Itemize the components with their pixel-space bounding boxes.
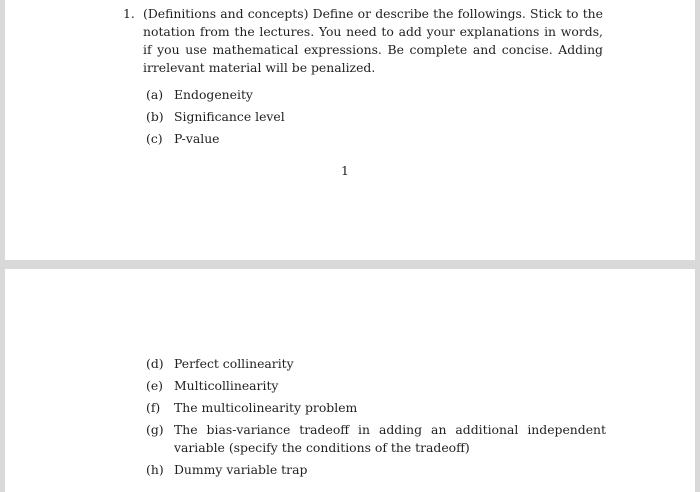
list-item <box>146 130 606 148</box>
item-text: The multicolinearity problem <box>174 400 358 415</box>
list-item <box>146 377 606 395</box>
list-item <box>146 86 606 104</box>
item-text: Multicollinearity <box>174 378 279 393</box>
item-text: P-value <box>174 131 220 146</box>
item-label: (h) <box>146 462 164 477</box>
item-text: Endogeneity <box>174 87 253 102</box>
item-text: Perfect collinearity <box>174 356 294 371</box>
list-item <box>146 461 606 479</box>
list-item <box>146 108 606 126</box>
question-instructions: (Definitions and concepts) Define or describe the followings. Stick to the notation from the lectures. You need to add your explanations in words, if you use mathematical expressions. Be complete and concise. Adding irrelevant material will be penalized. <box>143 6 603 75</box>
definition-list-page-2 <box>146 355 606 483</box>
item-text: Dummy variable trap <box>174 462 308 477</box>
item-label: (a) <box>146 87 164 102</box>
list-item <box>146 399 606 417</box>
list-item <box>146 421 606 457</box>
item-label: (c) <box>146 131 163 146</box>
item-label: (f) <box>146 400 161 415</box>
question-1 <box>123 5 603 77</box>
item-label: (g) <box>146 422 164 437</box>
document-page-1 <box>5 0 695 260</box>
item-label: (b) <box>146 109 164 124</box>
item-label: (d) <box>146 356 164 371</box>
definition-list-page-1 <box>146 86 606 152</box>
document-page-2 <box>5 269 695 492</box>
item-label: (e) <box>146 378 164 393</box>
item-text: Significance level <box>174 109 285 124</box>
page-number: 1 <box>341 163 349 178</box>
question-number: 1. <box>123 6 135 21</box>
list-item <box>146 355 606 373</box>
item-text: The bias-variance tradeoff in adding an additional independent variable (specify the conditions of the tradeoff) <box>174 422 606 455</box>
